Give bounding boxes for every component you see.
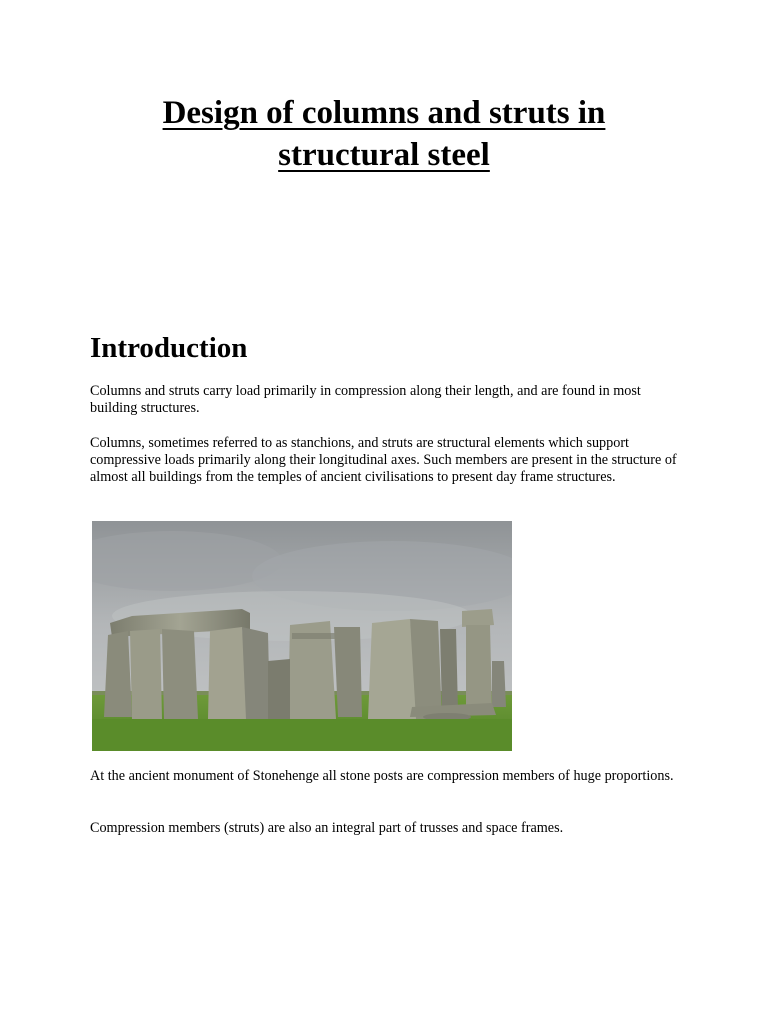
paragraph-2: Columns, sometimes referred to as stanchions, and struts are structural elements which support compressive loads primarily along their longitudinal axes. Such members are present in the structure of almost all buildings from the temples of ancient civilisations to present day frame structures. [90,435,677,485]
paragraph-3: At the ancient monument of Stonehenge all stone posts are compression members of huge proportions. [90,768,674,784]
stonehenge-illustration [92,521,512,751]
paragraph-1: Columns and struts carry load primarily in compression along their length, and are found in most building structures. [90,383,641,416]
title-line-2: structural steel [278,137,490,173]
section-heading: Introduction [90,332,248,364]
title-line-1: Design of columns and struts in [162,95,606,131]
paragraph-4: Compression members (struts) are also an integral part of trusses and space frames. [90,820,564,836]
stonehenge-photo [92,521,512,751]
document-title [0,92,768,176]
